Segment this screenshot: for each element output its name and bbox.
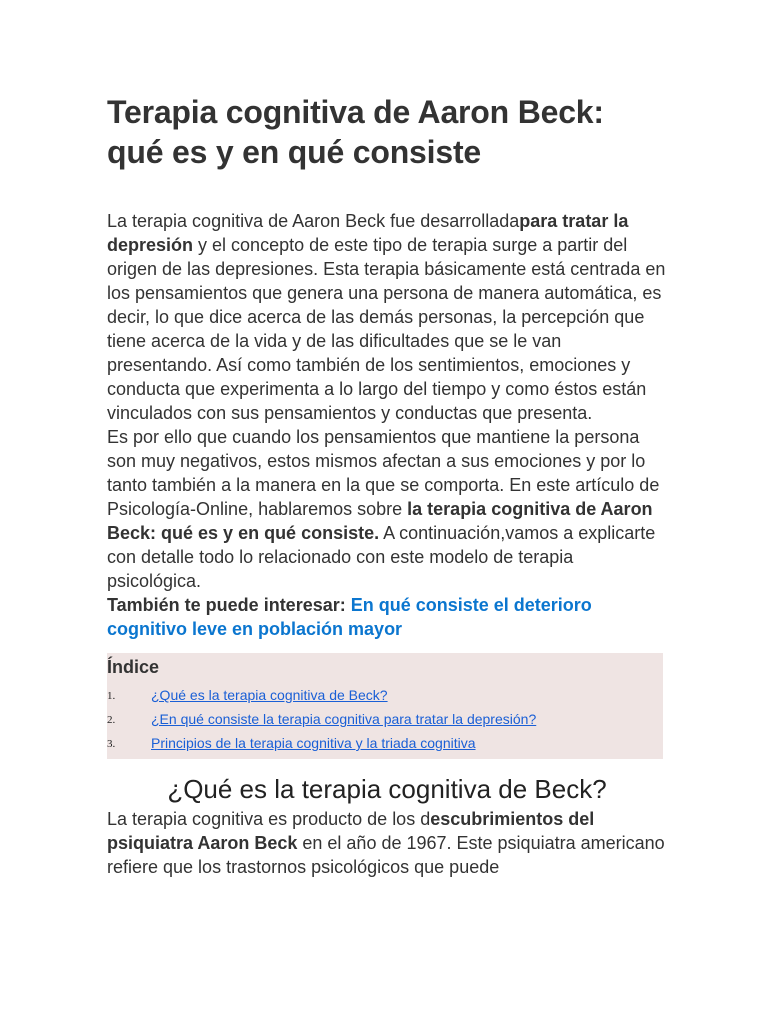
see-also-link[interactable]: En qué consiste el deterioro cognitivo leve en población mayor	[107, 595, 592, 639]
toc-item-number: 1.	[107, 690, 116, 702]
toc-item-1	[107, 683, 663, 707]
intro-paragraph-2	[107, 425, 667, 593]
section-text-b: en el año de 1967. Este psiquiatra americano refiere que los trastornos psicológicos que puede	[107, 833, 665, 877]
intro-p1-text-a: La terapia cognitiva de Aaron Beck fue desarrollada	[107, 211, 520, 231]
intro-p1-bold: para tratar la depresión	[107, 211, 629, 255]
intro-text	[107, 209, 667, 641]
toc-item-number: 3.	[107, 738, 116, 750]
section-bold: escubrimientos del psiquiatra Aaron Beck	[107, 809, 595, 853]
title-line-2: qué es y en qué consiste	[107, 134, 481, 170]
toc-list	[107, 683, 663, 755]
table-of-contents	[107, 653, 663, 759]
intro-p2-bold: la terapia cognitiva de Aaron Beck: qué es y en qué consiste.	[107, 499, 653, 543]
intro-p1-text-b: y el concepto de este tipo de terapia surge a partir del origen de las depresiones. Esta terapia básicamente está centrada en los pensamientos que genera una persona de manera automática, es decir, lo que dice acerca de las demás personas, la percepción que tiene acerca de la vida y de las dificultades que se le van presentando. Así como también de los sentimientos, emociones y conducta que experimenta a lo largo del tiempo y como éstos están vinculados con sus pensamientos y conductas que presenta.	[107, 235, 666, 423]
intro-paragraph-1	[107, 209, 667, 425]
toc-link-3[interactable]: Principios de la terapia cognitiva y la triada cognitiva	[151, 735, 476, 751]
section-text-a: La terapia cognitiva es producto de los d	[107, 809, 431, 829]
title-line-1: Terapia cognitiva de Aaron Beck:	[107, 94, 604, 130]
section-paragraph	[107, 807, 667, 879]
toc-link-1[interactable]: ¿Qué es la terapia cognitiva de Beck?	[151, 687, 388, 703]
toc-link-2[interactable]: ¿En qué consiste la terapia cognitiva para tratar la depresión?	[151, 711, 537, 727]
see-also	[107, 593, 667, 641]
intro-p2-text-b: A continuación,vamos a explicarte con detalle todo lo relacionado con este modelo de terapia psicológica.	[107, 523, 656, 591]
section-body	[107, 807, 667, 879]
article	[107, 92, 667, 879]
see-also-label: También te puede interesar:	[107, 595, 351, 615]
section-heading: ¿Qué es la terapia cognitiva de Beck?	[167, 774, 607, 804]
toc-item-number: 2.	[107, 714, 116, 726]
toc-item-2	[107, 707, 663, 731]
page-title	[107, 92, 667, 172]
intro-p2-text-a: Es por ello que cuando los pensamientos que mantiene la persona son muy negativos, estos mismos afectan a sus emociones y por lo tanto también a la manera en la que se comporta. En este artículo de Psicología-Online, hablaremos sobre	[107, 427, 660, 519]
toc-item-3	[107, 731, 663, 755]
toc-heading: Índice	[107, 657, 160, 677]
